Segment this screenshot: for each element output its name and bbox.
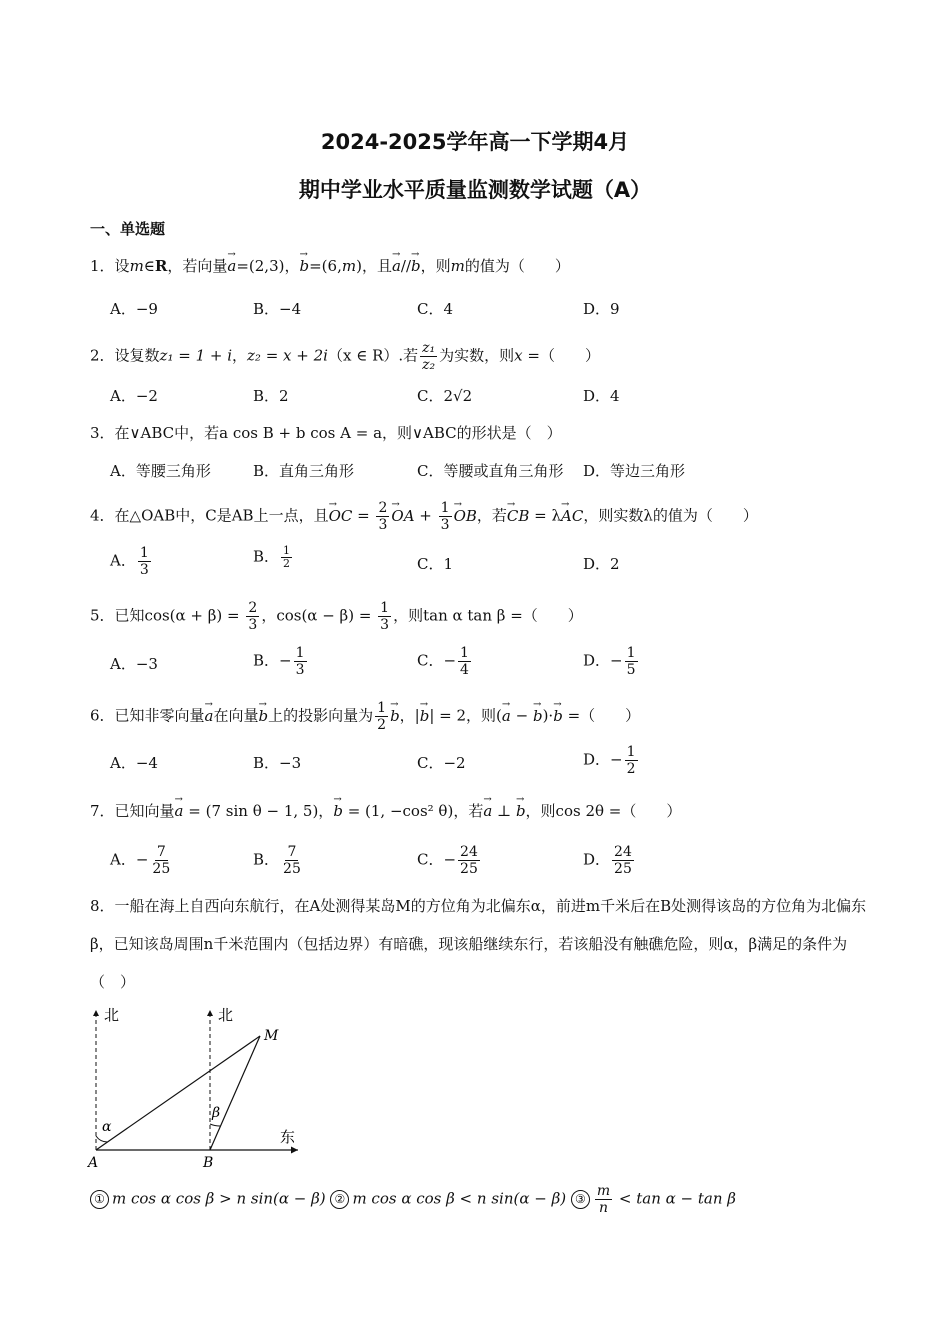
q1-option-c: C．4 xyxy=(417,300,454,318)
q3-option-c: C．等腰或直角三角形 xyxy=(417,462,564,480)
q7-option-c: C．− $\frac{24}{25}$ xyxy=(417,844,478,877)
q4-option-a: A． $\frac{1}{3}$ xyxy=(110,545,149,578)
question-8: 8．一船在海上自西向东航行，在A处测得某岛M的方位角为北偏东α，前进m千米后在B处测得该岛的方位角为北偏东β，已知该岛周围n千米范围内（包括边界）有暗礁，现该船继续东行，若该船没有触礁危险，则α，β满足的条件为（ ） xyxy=(90,897,867,991)
q6-option-a: A．−4 xyxy=(110,754,158,772)
q4-option-d: D．2 xyxy=(583,555,620,573)
q5-option-d: D．− $\frac{1}{5}$ xyxy=(583,645,636,678)
point-b-label: B xyxy=(203,1155,214,1171)
q4-option-b: B． $\frac{1}{2}$ xyxy=(253,544,291,570)
point-a-label: A xyxy=(88,1155,99,1171)
q2-option-d: D．4 xyxy=(583,387,620,405)
q3-option-a: A．等腰三角形 xyxy=(110,462,211,480)
q7-option-a: A．− $\frac{7}{25}$ xyxy=(110,844,171,877)
section-heading: 一、单选题 xyxy=(90,220,166,238)
q5-option-b: B．− $\frac{1}{3}$ xyxy=(253,645,305,678)
point-m-label: M xyxy=(264,1028,279,1044)
q2-option-b: B．2 xyxy=(253,387,289,405)
q1-option-d: D．9 xyxy=(583,300,620,318)
q3-option-d: D．等边三角形 xyxy=(583,462,686,480)
question-7: 7．已知向量→ a = (7 sin θ − 1, 5)，→ b = (1, −cos² θ)，若→ a ⊥ → b，则cos 2θ =（ ） xyxy=(90,800,681,822)
north-label-b: 北 xyxy=(218,1006,234,1024)
q6-option-b: B．−3 xyxy=(253,754,302,772)
question-5: 5．已知cos(α + β) = $\frac{2}{3}$ ，cos(α − β) = $\frac{1}{3}$ ，则tan α tan β =（ ） xyxy=(90,600,583,633)
q5-option-c: C．− $\frac{1}{4}$ xyxy=(417,645,469,678)
q1-option-b: B．−4 xyxy=(253,300,302,318)
alpha-label: α xyxy=(102,1119,112,1135)
q4-option-c: C．1 xyxy=(417,555,454,573)
q3-option-b: B．直角三角形 xyxy=(253,462,355,480)
beta-label: β xyxy=(212,1105,221,1121)
question-3: 3．在∨ABC中，若a cos B + b cos A = a，则∨ABC的形状是（ ） xyxy=(90,424,562,442)
exam-title-line1: 2024-2025学年高一下学期4月 xyxy=(320,130,630,154)
question-1: 1．设m∈R，若向量→ a=(2,3)，→ b=(6,m)，且→ a//→ b，则m的值为（ ） xyxy=(90,255,570,277)
east-label: 东 xyxy=(280,1128,296,1146)
q7-option-b: B． $\frac{7}{25}$ xyxy=(253,844,301,877)
question-2: 2．设复数z₁ = 1 + i，z₂ = x + 2i（x ∈ R）.若 $\frac{\text{z₁}}{\text{z₂}}$ 为实数，则x =（ ） xyxy=(90,340,600,373)
q5-option-a: A．−3 xyxy=(110,655,158,673)
angle-beta-arc xyxy=(210,1124,221,1126)
navigation-diagram xyxy=(80,1000,320,1175)
q6-option-c: C．−2 xyxy=(417,754,466,772)
q1-option-a: A．−9 xyxy=(110,300,158,318)
q2-option-a: A．−2 xyxy=(110,387,158,405)
q2-option-c: C．2√2 xyxy=(417,387,473,405)
angle-alpha-arc xyxy=(96,1136,108,1142)
q6-option-d: D．− $\frac{1}{2}$ xyxy=(583,744,636,777)
north-label-a: 北 xyxy=(104,1006,120,1024)
question-6: 6．已知非零向量→ a在向量→ b上的投影向量为 $\frac{1}{2}$ → b，|→ b| = 2，则(→ a − → b)·→ b =（ ） xyxy=(90,700,640,733)
exam-title-line2: 期中学业水平质量监测数学试题（A） xyxy=(298,178,652,202)
q8-conditions: ① m cos α cos β > n sin(α − β) ② m cos α cos β < n sin(α − β) ③ $\frac{m}{n}$ < tan α − tan β xyxy=(90,1183,736,1216)
q7-option-d: D． $\frac{24}{25}$ xyxy=(583,844,632,877)
question-4: 4．在△OAB中，C是AB上一点，且→ OC = $\frac{2}{3}$ → OA + $\frac{1}{3}$ → OB，若→ CB = λ→ AC，则实数λ的值为（ ） xyxy=(90,500,758,533)
